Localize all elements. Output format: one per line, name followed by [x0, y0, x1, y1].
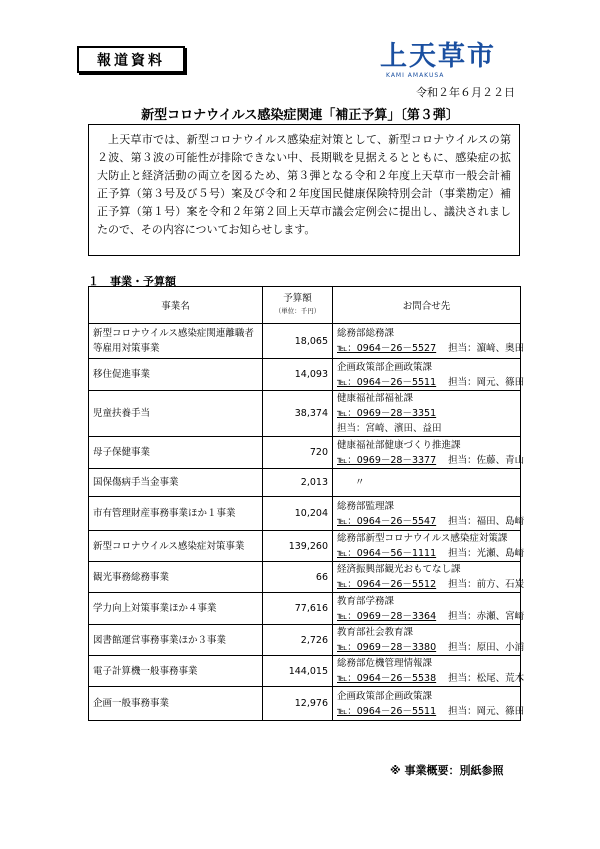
project-name-cell: 移住促進事業: [89, 359, 263, 391]
press-release-badge: 報道資料: [77, 46, 185, 73]
project-name-cell: 児童扶養手当: [89, 391, 263, 437]
logo-subtext: KAMI AMAKUSA: [386, 72, 445, 79]
contact-phone-line: [337, 577, 525, 592]
contact-department: 教育部社会教育課: [337, 627, 414, 638]
table-row: [89, 562, 521, 593]
city-logo: [380, 41, 515, 79]
contact-person: 担当：濵﨑、奥田: [448, 343, 525, 354]
contact-person: 担当：岡元、篠田: [448, 705, 525, 717]
contact-person: 担当：岡元、篠田: [448, 376, 525, 388]
table-row: [89, 625, 521, 656]
footnote: ※ 事業概要：別紙参照: [390, 764, 504, 777]
contact-phone-line: [337, 341, 525, 356]
project-name-cell: 電子計算機一般事務事業: [89, 656, 263, 687]
contact-phone-line: [337, 609, 525, 624]
contact-phone-line: [337, 671, 525, 686]
project-name-cell: 学力向上対策事業ほか４事業: [89, 593, 263, 625]
header-budget-label: 予算額: [283, 293, 312, 304]
contact-cell: [333, 469, 521, 497]
table-row: [89, 497, 521, 531]
contact-person-line: [337, 421, 516, 436]
contact-department: 健康福祉部福祉課: [337, 393, 414, 404]
contact-department: 総務部危機管理情報課: [337, 658, 433, 669]
header-project-name: 事業名: [89, 287, 263, 324]
project-name-cell: 新型コロナウイルス感染症対策事業: [89, 531, 263, 562]
contact-phone-line: [337, 546, 525, 561]
contact-phone: ℡：0969－28－3377: [337, 454, 437, 466]
contact-phone-line: [337, 375, 525, 390]
contact-cell: [333, 562, 525, 593]
contact-phone-line: [337, 640, 525, 655]
table-row: [89, 531, 521, 562]
contact-department: 教育部学務課: [337, 595, 395, 607]
budget-amount-cell: 139,260: [263, 531, 333, 562]
document-title: 新型コロナウイルス感染症関連「補正予算」〔第３弾〕: [141, 108, 459, 123]
table-row: [89, 391, 521, 437]
contact-phone: ℡：0964－26－5527: [337, 343, 437, 354]
contact-phone: ℡：0964－56－1111: [337, 548, 437, 559]
budget-amount-cell: 2,013: [263, 469, 333, 497]
contact-department: 総務部監理課: [337, 500, 395, 512]
logo-text: 上天草市: [380, 41, 496, 72]
contact-phone-line: [337, 406, 516, 421]
table-row: [89, 437, 521, 469]
section-title: １ 事業・予算額: [88, 275, 176, 288]
contact-phone-line: [337, 514, 525, 529]
contact-phone: ℡：0969－28－3380: [337, 642, 437, 653]
contact-cell: [333, 324, 525, 359]
contact-department: 経済振興部観光おもてなし課: [337, 564, 461, 575]
contact-phone-line: [337, 704, 525, 719]
budget-amount-cell: 2,726: [263, 625, 333, 656]
budget-amount-cell: 77,616: [263, 593, 333, 625]
contact-person: 担当：原田、小浦: [448, 642, 525, 653]
contact-cell: [333, 593, 525, 625]
contact-department: 企画政策部企画政策課: [337, 690, 433, 702]
contact-cell: [333, 359, 525, 391]
project-name-cell: 新型コロナウイルス感染症関連離職者等雇用対策事業: [89, 324, 263, 359]
contact-person: 担当：前方、石炭: [448, 579, 525, 590]
contact-cell: [333, 656, 525, 687]
budget-amount-cell: 18,065: [263, 324, 333, 359]
table-body: [89, 324, 525, 721]
contact-phone: ℡：0964－26－5511: [337, 705, 437, 717]
budget-amount-cell: 14,093: [263, 359, 333, 391]
project-name-cell: 企画一般事務事業: [89, 687, 263, 721]
project-name-cell: 図書館運営事務事業ほか３事業: [89, 625, 263, 656]
contact-phone-line: [337, 453, 525, 468]
contact-department: 総務部新型コロナウイルス感染症対策課: [337, 533, 508, 544]
contact-department: 総務部総務課: [337, 328, 395, 339]
release-date: 令和２年６月２２日: [416, 86, 515, 99]
table-row: [89, 656, 521, 687]
table-row: [89, 687, 521, 721]
table-row: [89, 593, 521, 625]
table-row: [89, 359, 521, 391]
contact-phone: ℡：0969－28－3351: [337, 408, 437, 419]
budget-amount-cell: 144,015: [263, 656, 333, 687]
budget-table: [88, 286, 525, 721]
contact-person: 担当：宮崎、濱田、益田: [337, 423, 442, 434]
contact-phone: ℡：0964－26－5547: [337, 515, 437, 527]
contact-cell: [333, 437, 525, 469]
contact-person: 担当：松尾、荒木: [448, 673, 525, 684]
contact-person: 担当：佐藤、青山: [448, 454, 525, 466]
contact-person: 担当：赤瀬、宮崎: [448, 610, 525, 622]
intro-paragraph: 上天草市では、新型コロナウイルス感染症対策として、新型コロナウイルスの第２波、第３波の可能性が排除できない中、長期戦を見据えるとともに、感染症の拡大防止と経済活動の両立を図るため、第３弾となる令和２年度上天草市一般会計補正予算（第３号及び５号）案及び令和２年度国民健康保険特別会計（事業勘定）補正予算（第１号）案を令和２年第２回上天草市議会定例会に提出し、議決されましたので、その内容についてお知らせします。: [88, 124, 520, 256]
contact-phone: ℡：0969－28－3364: [337, 610, 437, 622]
contact-department: 企画政策部企画政策課: [337, 361, 433, 373]
header-contact: お問合せ先: [333, 287, 521, 324]
contact-phone: ℡：0964－26－5512: [337, 579, 437, 590]
contact-cell: [333, 497, 525, 531]
table-header-row: [89, 287, 521, 324]
contact-cell: [333, 531, 525, 562]
contact-cell: [333, 391, 521, 437]
header-budget-unit: （単位：千円）: [274, 307, 321, 315]
budget-amount-cell: 66: [263, 562, 333, 593]
contact-cell: [333, 687, 525, 721]
project-name-cell: 母子保健事業: [89, 437, 263, 469]
budget-amount-cell: 12,976: [263, 687, 333, 721]
budget-amount-cell: 10,204: [263, 497, 333, 531]
contact-phone: ℡：0964－26－5511: [337, 376, 437, 388]
budget-amount-cell: 720: [263, 437, 333, 469]
table-row: [89, 324, 521, 359]
contact-department: 健康福祉部健康づくり推進課: [337, 439, 461, 451]
table-row: [89, 469, 521, 497]
project-name-cell: 国保傷病手当金事業: [89, 469, 263, 497]
budget-amount-cell: 38,374: [263, 391, 333, 437]
contact-department: 〃: [355, 477, 365, 488]
contact-person: 担当：福田、島崎: [448, 515, 525, 527]
project-name-cell: 観光事務総務事業: [89, 562, 263, 593]
header-budget: [263, 287, 333, 324]
project-name-cell: 市有管理財産事務事業ほか１事業: [89, 497, 263, 531]
contact-person: 担当：光瀬、島崎: [448, 548, 525, 559]
contact-cell: [333, 625, 525, 656]
contact-phone: ℡：0964－26－5538: [337, 673, 437, 684]
